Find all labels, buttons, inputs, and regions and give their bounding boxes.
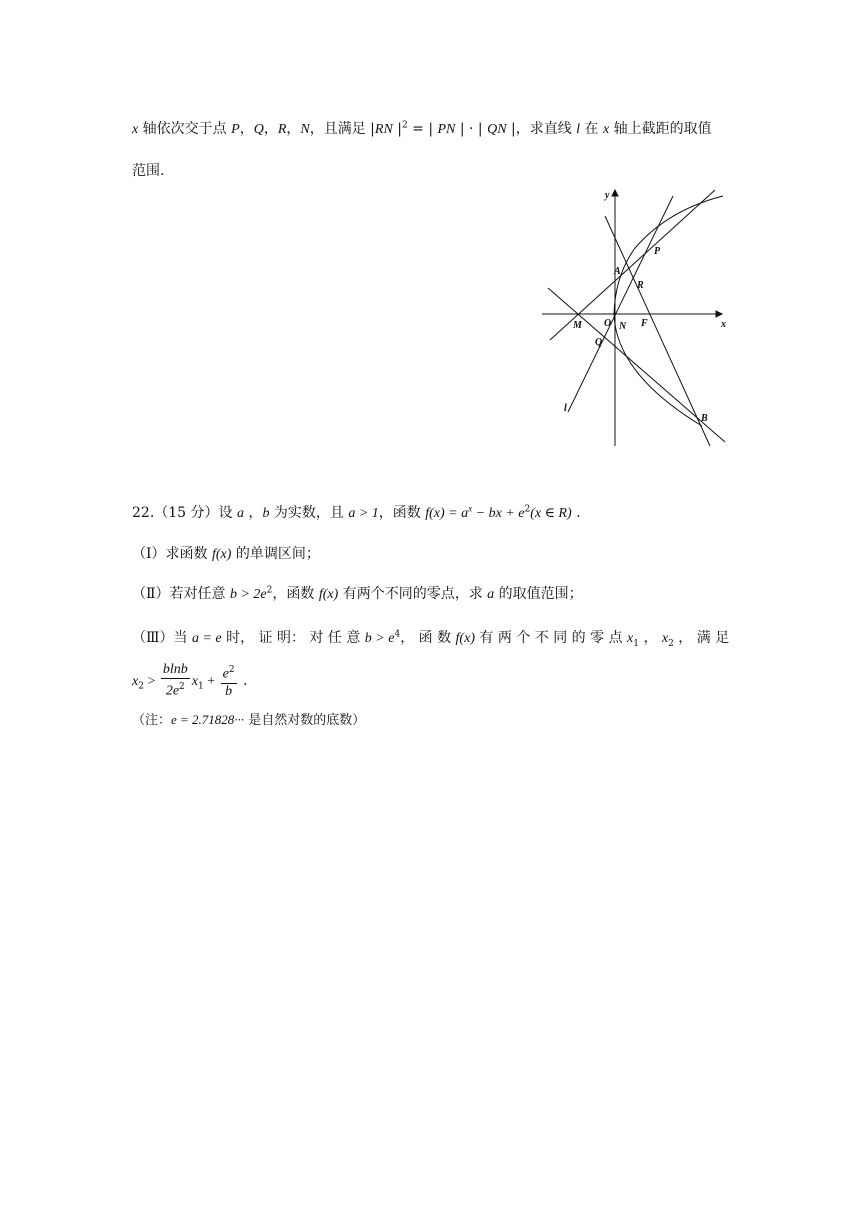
exponent: 2 <box>524 504 531 515</box>
line-MP <box>550 190 715 340</box>
var: N <box>300 122 310 137</box>
text: ， 满 足 <box>673 630 730 646</box>
text: 轴上截距的取值 <box>609 121 712 137</box>
label-A: A <box>614 266 621 277</box>
line-MB <box>548 288 725 442</box>
text: （注： <box>132 713 172 728</box>
numerator <box>221 662 237 684</box>
var: P <box>231 122 240 137</box>
var: x <box>627 631 634 646</box>
q22-part-3-inequality <box>132 662 247 700</box>
text: | · | <box>455 121 488 137</box>
text: （15 分）设 <box>154 505 237 521</box>
var: Q <box>253 122 264 137</box>
text: 的单调区间； <box>231 546 320 562</box>
text: ，函数 <box>272 586 319 602</box>
label-B: B <box>701 413 708 424</box>
text: |，求直线 <box>506 121 577 137</box>
var: x <box>602 122 610 137</box>
operator: + <box>203 673 219 689</box>
operator: > <box>143 673 159 689</box>
var: a <box>236 506 244 521</box>
fraction <box>221 662 237 700</box>
q22-note <box>132 709 365 728</box>
math: b > e <box>364 631 395 646</box>
math: (x ∈ R) <box>530 506 572 521</box>
var: x <box>132 673 139 689</box>
exponent: 2 <box>228 665 235 675</box>
q22-part-1 <box>132 543 320 563</box>
text: ， 函 数 <box>400 630 456 646</box>
exponent: 2 <box>401 120 408 131</box>
label-R: R <box>637 280 644 291</box>
text: 是自然对数的底数） <box>244 713 366 728</box>
math: b > 2e <box>229 587 267 602</box>
text: ， <box>239 121 254 137</box>
numerator-text: e <box>222 666 229 682</box>
geometry-figure <box>540 188 730 448</box>
math: − bx + e <box>472 506 525 521</box>
q22-part-3 <box>132 627 729 649</box>
exponent: 4 <box>394 629 401 640</box>
subscript: 1 <box>633 638 639 649</box>
var: RN <box>374 122 393 137</box>
var: x <box>661 631 669 646</box>
text: 轴依次交于点 <box>138 121 232 137</box>
denominator-text: 2e <box>165 683 180 699</box>
text: 在 <box>580 121 603 137</box>
q21-line-1 <box>132 118 712 138</box>
label-y: y <box>605 190 610 201</box>
text: 有两个不同的零点，求 <box>338 586 488 602</box>
label-Q: Q <box>595 337 603 348</box>
math: a > 1 <box>348 506 379 521</box>
exponent: 2 <box>266 585 273 596</box>
y-axis-arrow <box>612 190 618 196</box>
var: x <box>191 673 198 689</box>
label-x: x <box>721 319 726 330</box>
label-F: F <box>641 318 648 329</box>
var: x <box>132 122 139 137</box>
text: ， <box>639 630 662 646</box>
exponent: 2 <box>179 682 185 692</box>
subscript: 2 <box>138 681 144 692</box>
text: . <box>238 672 248 689</box>
var: a <box>487 587 495 602</box>
text: 为实数，且 <box>269 505 349 521</box>
var: R <box>277 122 287 137</box>
label-M: M <box>573 320 582 331</box>
text: 有 两 个 不 同 的 零 点 <box>474 630 628 646</box>
exponent: x <box>468 503 473 514</box>
label-N: N <box>619 321 627 332</box>
text: 的取值范围； <box>494 586 583 602</box>
text: . <box>571 505 581 521</box>
numerator: blnb <box>162 662 188 677</box>
math: f(x) <box>455 631 475 646</box>
text: （Ⅱ）若对任意 <box>132 586 230 602</box>
label-O: O <box>604 318 612 329</box>
text: ， <box>286 121 301 137</box>
text: ，函数 <box>378 505 426 521</box>
math: f(x) = a <box>425 506 469 521</box>
text: ，且满足 | <box>309 121 375 137</box>
fraction <box>161 662 190 700</box>
text: ， <box>263 121 278 137</box>
text: 时， 证 明： 对 任 意 <box>221 630 365 646</box>
math: e = 2.71828··· <box>171 712 245 727</box>
x-axis-arrow <box>716 311 722 317</box>
q22-part-2 <box>132 583 583 603</box>
parabola-curve <box>614 196 723 426</box>
q21-line-2: 范围. <box>132 163 165 179</box>
line-l <box>568 196 673 412</box>
var: PN <box>437 122 456 137</box>
text: （Ⅰ）求函数 <box>132 546 212 562</box>
label-P: P <box>654 246 661 257</box>
q22-header <box>132 502 581 522</box>
var: l <box>576 122 581 137</box>
label-l: l <box>564 403 567 414</box>
text: = | <box>407 121 438 137</box>
denominator: b <box>225 683 233 699</box>
subscript: 2 <box>668 638 674 649</box>
subscript: 1 <box>197 681 204 692</box>
math: f(x) <box>318 587 339 602</box>
question-number: 22. <box>132 505 155 521</box>
text: （Ⅲ）当 <box>132 630 192 646</box>
math: a = e <box>191 631 222 646</box>
var: b <box>262 506 270 521</box>
var: QN <box>487 122 507 137</box>
math: f(x) <box>211 547 232 562</box>
text: ， <box>243 505 263 521</box>
denominator <box>161 679 190 700</box>
text: | <box>392 121 402 137</box>
